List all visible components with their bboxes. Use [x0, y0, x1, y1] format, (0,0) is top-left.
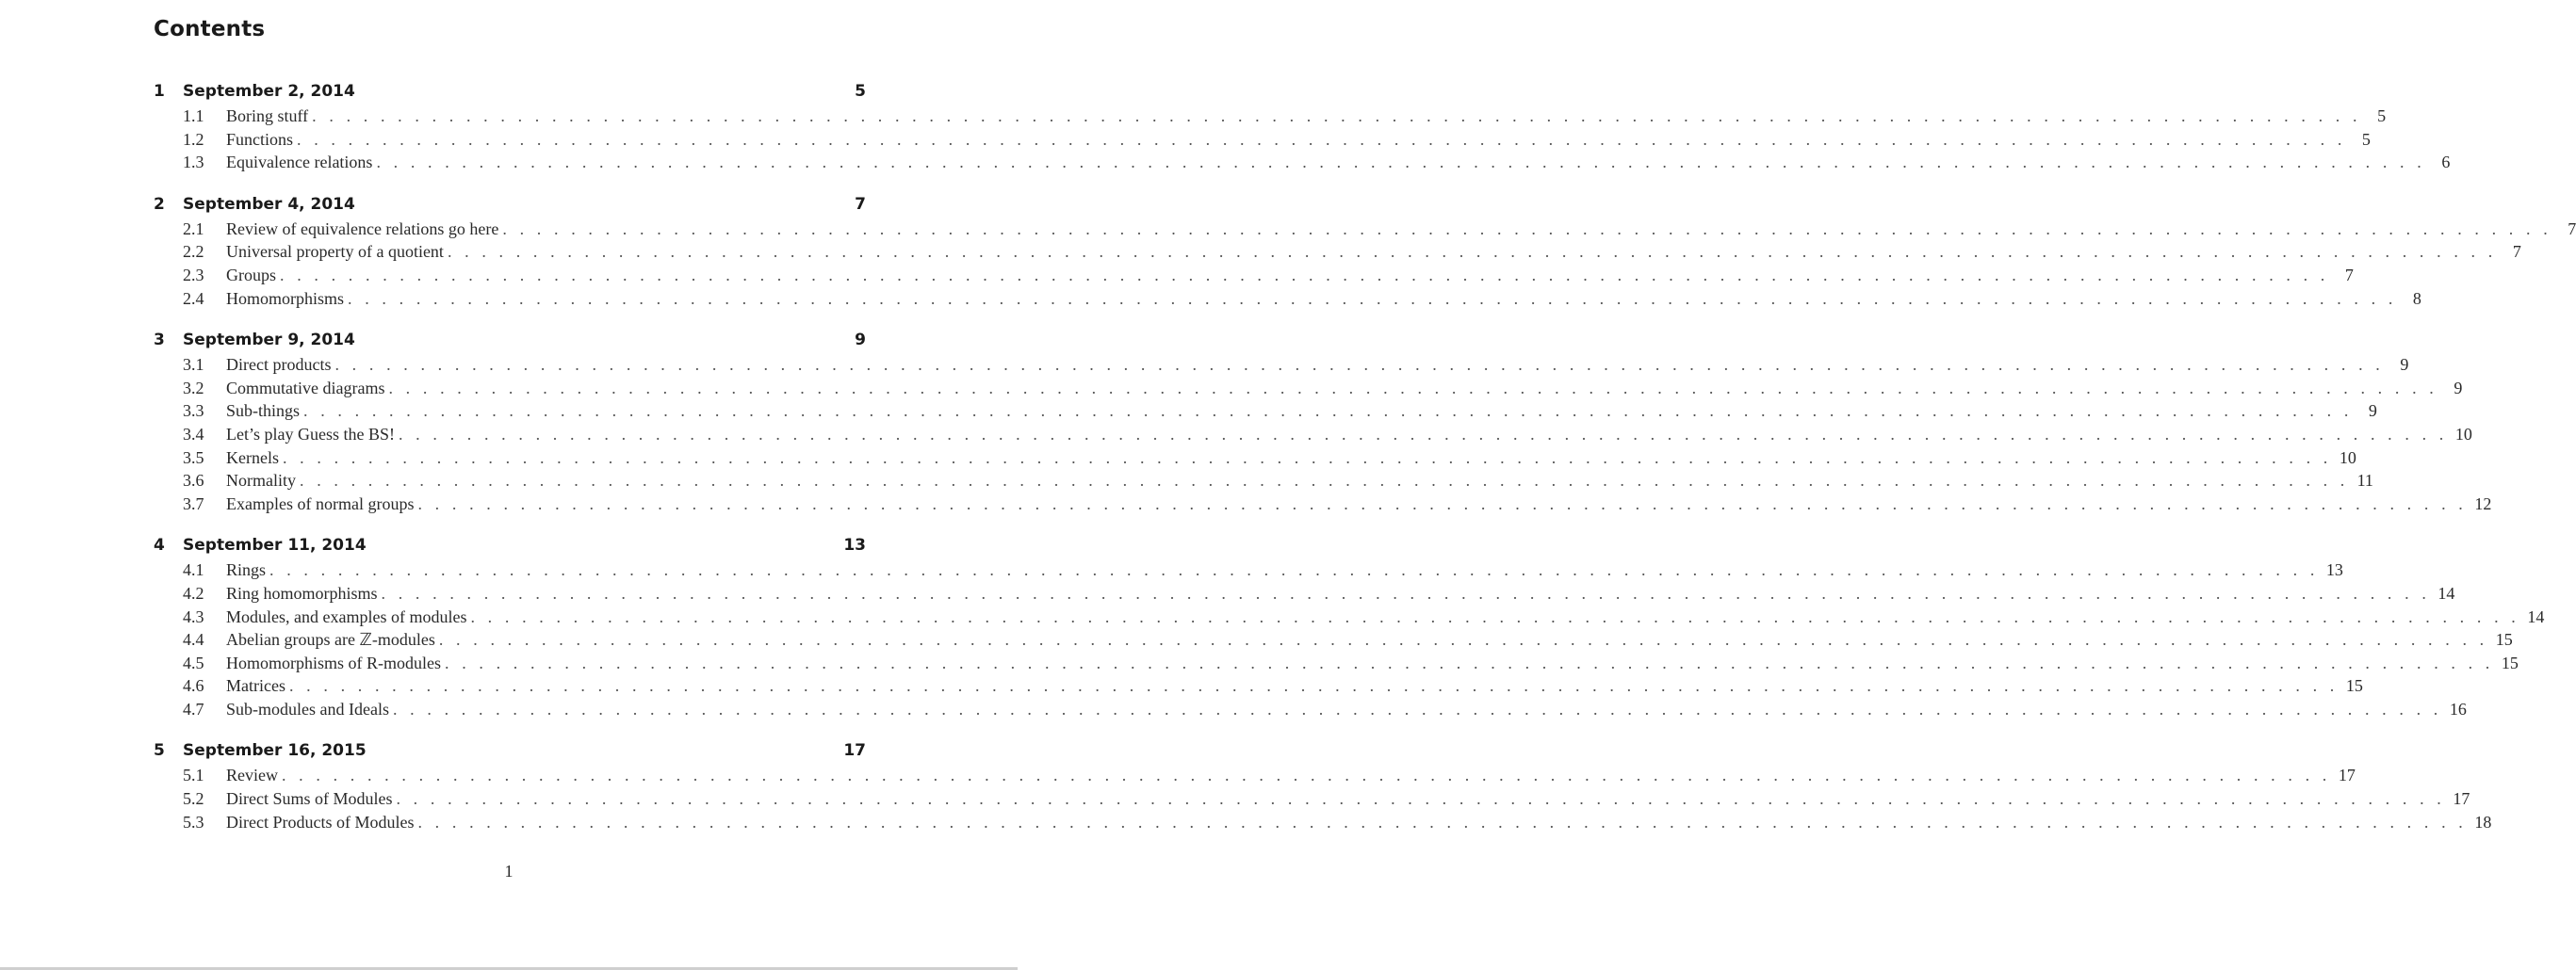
chapter-page-number: 13	[843, 536, 866, 556]
section-page-number: 8	[2412, 288, 2421, 308]
toc-section-entry[interactable]	[154, 493, 2492, 518]
toc-section-entry[interactable]	[154, 106, 2387, 130]
toc-chapter	[154, 82, 2451, 176]
dot-leader: . . . . . . . . . . . . . . . . . . . . . . . . . . . . . . . . . . . . . . . . . . . . . . . . . . . . . . . . . . . . . . . . . . . . . . . . . . . . . . . . . . . . . . . . . . . . . . . . . . . . . . . . . . . . . . . . . . . . . . . .	[447, 242, 2497, 262]
toc-chapter-entry[interactable]	[154, 195, 866, 219]
toc-section-entry[interactable]	[154, 789, 2470, 813]
section-number: 4.6	[183, 676, 204, 696]
section-title: Sub-modules and Ideals	[226, 699, 389, 719]
section-page-number: 16	[2449, 699, 2467, 719]
section-number: 3.5	[183, 447, 204, 467]
section-page-number: 11	[2356, 471, 2373, 491]
dot-leader: . . . . . . . . . . . . . . . . . . . . . . . . . . . . . . . . . . . . . . . . . . . . . . . . . . . . . . . . . . . . . . . . . . . . . . . . . . . . . . . . . . . . . . . . . . . . . . . . . . . . . . . . . . . . . . . . . . . . . . . .	[297, 129, 2346, 149]
section-number: 4.1	[183, 560, 204, 580]
chapter-title: September 11, 2014	[183, 536, 367, 556]
section-title: Ring homomorphisms	[226, 583, 378, 603]
section-page-number: 6	[2441, 153, 2451, 172]
chapter-number: 2	[154, 194, 165, 214]
dot-leader: . . . . . . . . . . . . . . . . . . . . . . . . . . . . . . . . . . . . . . . . . . . . . . . . . . . . . . . . . . . . . . . . . . . . . . . . . . . . . . . . . . . . . . . . . . . . . . . . . . . . . . . . . . . . . . . . . . . . . . . .	[281, 766, 2331, 785]
section-page-number: 10	[2339, 447, 2356, 467]
section-title: Homomorphisms	[226, 288, 345, 308]
section-number: 4.2	[183, 583, 204, 603]
section-title: Rings	[226, 560, 267, 580]
section-page-number: 13	[2325, 560, 2343, 580]
section-page-number: 17	[2453, 789, 2470, 809]
dot-leader: . . . . . . . . . . . . . . . . . . . . . . . . . . . . . . . . . . . . . . . . . . . . . . . . . . . . . . . . . . . . . . . . . . . . . . . . . . . . . . . . . . . . . . . . . . . . . . . . . . . . . . . . . . . . . . . . . . . . . . . .	[392, 699, 2442, 719]
dot-leader: . . . . . . . . . . . . . . . . . . . . . . . . . . . . . . . . . . . . . . . . . . . . . . . . . . . . . . . . . . . . . . . . . . . . . . . . . . . . . . . . . . . . . . . . . . . . . . . . . . . . . . . . . . . . . . . . . . . . . . . .	[398, 424, 2448, 444]
chapter-number: 1	[154, 82, 165, 101]
section-number: 2.1	[183, 218, 204, 238]
section-page-number: 9	[2454, 378, 2463, 397]
section-page-number: 7	[2568, 218, 2576, 238]
chapter-number: 3	[154, 331, 165, 350]
section-page-number: 7	[2512, 242, 2521, 262]
section-title: Direct Sums of Modules	[226, 789, 393, 809]
section-page-number: 17	[2338, 766, 2356, 785]
toc-section-entry[interactable]	[154, 560, 2343, 584]
dot-leader: . . . . . . . . . . . . . . . . . . . . . . . . . . . . . . . . . . . . . . . . . . . . . . . . . . . . . . . . . . . . . . . . . . . . . . . . . . . . . . . . . . . . . . . . . . . . . . . . . . . . . . . . . . . . . . . . . . . . . . . .	[288, 676, 2339, 696]
section-number: 2.3	[183, 265, 204, 284]
chapter-title: September 2, 2014	[183, 82, 355, 101]
section-page-number: 5	[2361, 129, 2371, 149]
chapter-page-number: 5	[855, 82, 866, 101]
toc-section-entry[interactable]	[154, 288, 2421, 313]
toc-section-entry[interactable]	[154, 630, 2513, 654]
chapter-title: September 4, 2014	[183, 194, 355, 214]
dot-leader: . . . . . . . . . . . . . . . . . . . . . . . . . . . . . . . . . . . . . . . . . . . . . . . . . . . . . . . . . . . . . . . . . . . . . . . . . . . . . . . . . . . . . . . . . . . . . . . . . . . . . . . . . . . . . . . . . . . . . . . .	[381, 583, 2431, 603]
section-title: Groups	[226, 265, 276, 284]
section-title: Kernels	[226, 447, 279, 467]
dot-leader: . . . . . . . . . . . . . . . . . . . . . . . . . . . . . . . . . . . . . . . . . . . . . . . . . . . . . . . . . . . . . . . . . . . . . . . . . . . . . . . . . . . . . . . . . . . . . . . . . . . . . . . . . . . . . . . . . . . . . . . .	[417, 493, 2468, 513]
dot-leader: . . . . . . . . . . . . . . . . . . . . . . . . . . . . . . . . . . . . . . . . . . . . . . . . . . . . . . . . . . . . . . . . . . . . . . . . . . . . . . . . . . . . . . . . . . . . . . . . . . . . . . . . . . . . . . . . . . . . . . . .	[269, 560, 2319, 580]
dot-leader: . . . . . . . . . . . . . . . . . . . . . . . . . . . . . . . . . . . . . . . . . . . . . . . . . . . . . . . . . . . . . . . . . . . . . . . . . . . . . . . . . . . . . . . . . . . . . . . . . . . . . . . . . . . . . . . . . . . . . . . .	[502, 218, 2552, 238]
toc-section-entry[interactable]	[154, 699, 2467, 723]
dot-leader: . . . . . . . . . . . . . . . . . . . . . . . . . . . . . . . . . . . . . . . . . . . . . . . . . . . . . . . . . . . . . . . . . . . . . . . . . . . . . . . . . . . . . . . . . . . . . . . . . . . . . . . . . . . . . . . . . . . . . . . .	[376, 153, 2426, 172]
toc-chapter-entry[interactable]	[154, 331, 866, 355]
dot-leader: . . . . . . . . . . . . . . . . . . . . . . . . . . . . . . . . . . . . . . . . . . . . . . . . . . . . . . . . . . . . . . . . . . . . . . . . . . . . . . . . . . . . . . . . . . . . . . . . . . . . . . . . . . . . . . . . . . . . . . . .	[280, 265, 2329, 284]
contents-heading: Contents	[154, 17, 266, 41]
chapter-title: September 9, 2014	[183, 331, 355, 350]
toc-section-entry[interactable]	[154, 242, 2521, 266]
section-title: Review of equivalence relations go here	[226, 218, 499, 238]
dot-leader: . . . . . . . . . . . . . . . . . . . . . . . . . . . . . . . . . . . . . . . . . . . . . . . . . . . . . . . . . . . . . . . . . . . . . . . . . . . . . . . . . . . . . . . . . . . . . . . . . . . . . . . . . . . . . . . . . . . . . . . .	[396, 789, 2446, 809]
toc-section-entry[interactable]	[154, 606, 2545, 631]
section-number: 1.1	[183, 106, 204, 125]
section-title: Normality	[226, 471, 296, 491]
section-page-number: 9	[2368, 401, 2377, 421]
toc-chapter	[154, 536, 2545, 722]
dot-leader: . . . . . . . . . . . . . . . . . . . . . . . . . . . . . . . . . . . . . . . . . . . . . . . . . . . . . . . . . . . . . . . . . . . . . . . . . . . . . . . . . . . . . . . . . . . . . . . . . . . . . . . . . . . . . . . . . . . . . . . .	[303, 401, 2353, 421]
section-page-number: 9	[2400, 355, 2409, 375]
section-title: Direct Products of Modules	[226, 812, 415, 832]
section-page-number: 12	[2474, 493, 2492, 513]
section-number: 2.2	[183, 242, 204, 262]
dot-leader: . . . . . . . . . . . . . . . . . . . . . . . . . . . . . . . . . . . . . . . . . . . . . . . . . . . . . . . . . . . . . . . . . . . . . . . . . . . . . . . . . . . . . . . . . . . . . . . . . . . . . . . . . . . . . . . . . . . . . . . .	[348, 288, 2397, 308]
toc-section-entry[interactable]	[154, 812, 2492, 836]
toc-section-entry[interactable]	[154, 583, 2455, 607]
section-number: 4.4	[183, 630, 204, 650]
toc-section-entry[interactable]	[154, 676, 2363, 700]
toc-section-entry[interactable]	[154, 447, 2356, 472]
section-number: 5.1	[183, 766, 204, 785]
section-title: Boring stuff	[226, 106, 309, 125]
section-title: Modules, and examples of modules	[226, 606, 467, 626]
section-page-number: 5	[2377, 106, 2387, 125]
toc-section-entry[interactable]	[154, 424, 2472, 448]
dot-leader: . . . . . . . . . . . . . . . . . . . . . . . . . . . . . . . . . . . . . . . . . . . . . . . . . . . . . . . . . . . . . . . . . . . . . . . . . . . . . . . . . . . . . . . . . . . . . . . . . . . . . . . . . . . . . . . . . . . . . . . .	[388, 378, 2438, 397]
dot-leader: . . . . . . . . . . . . . . . . . . . . . . . . . . . . . . . . . . . . . . . . . . . . . . . . . . . . . . . . . . . . . . . . . . . . . . . . . . . . . . . . . . . . . . . . . . . . . . . . . . . . . . . . . . . . . . . . . . . . . . . .	[300, 471, 2349, 491]
section-number: 4.3	[183, 606, 204, 626]
section-title: Universal property of a quotient	[226, 242, 444, 262]
toc-section-entry[interactable]	[154, 265, 2354, 289]
dot-leader: . . . . . . . . . . . . . . . . . . . . . . . . . . . . . . . . . . . . . . . . . . . . . . . . . . . . . . . . . . . . . . . . . . . . . . . . . . . . . . . . . . . . . . . . . . . . . . . . . . . . . . . . . . . . . . . . . . . . . . . .	[445, 653, 2494, 672]
toc-chapter	[154, 194, 2576, 312]
dot-leader: . . . . . . . . . . . . . . . . . . . . . . . . . . . . . . . . . . . . . . . . . . . . . . . . . . . . . . . . . . . . . . . . . . . . . . . . . . . . . . . . . . . . . . . . . . . . . . . . . . . . . . . . . . . . . . . . . . . . . . . .	[417, 812, 2468, 832]
chapter-title: September 16, 2015	[183, 741, 367, 761]
section-number: 3.6	[183, 471, 204, 491]
section-title: Let’s play Guess the BS!	[226, 424, 395, 444]
chapter-page-number: 7	[855, 194, 866, 214]
section-page-number: 18	[2474, 812, 2492, 832]
section-number: 3.7	[183, 493, 204, 513]
page-number: 1	[504, 862, 514, 881]
section-number: 3.3	[183, 401, 204, 421]
toc-chapter	[154, 741, 2492, 835]
toc-chapter	[154, 331, 2492, 517]
dot-leader: . . . . . . . . . . . . . . . . . . . . . . . . . . . . . . . . . . . . . . . . . . . . . . . . . . . . . . . . . . . . . . . . . . . . . . . . . . . . . . . . . . . . . . . . . . . . . . . . . . . . . . . . . . . . . . . . . . . . . . . .	[334, 355, 2385, 375]
chapter-number: 5	[154, 741, 165, 761]
section-title: Matrices	[226, 676, 285, 696]
section-title: Direct products	[226, 355, 332, 375]
section-number: 1.3	[183, 153, 204, 172]
section-number: 5.2	[183, 789, 204, 809]
toc-section-entry[interactable]	[154, 378, 2463, 402]
section-title: Equivalence relations	[226, 153, 373, 172]
section-title: Review	[226, 766, 278, 785]
section-title: Examples of normal groups	[226, 493, 415, 513]
section-page-number: 15	[2501, 653, 2519, 672]
section-number: 4.5	[183, 653, 204, 672]
dot-leader: . . . . . . . . . . . . . . . . . . . . . . . . . . . . . . . . . . . . . . . . . . . . . . . . . . . . . . . . . . . . . . . . . . . . . . . . . . . . . . . . . . . . . . . . . . . . . . . . . . . . . . . . . . . . . . . . . . . . . . . .	[470, 606, 2520, 626]
section-title: Sub-things	[226, 401, 301, 421]
toc-chapter-entry[interactable]	[154, 82, 866, 106]
section-title: Homomorphisms of R-modules	[226, 653, 441, 672]
section-page-number: 15	[2345, 676, 2363, 696]
section-page-number: 14	[2437, 583, 2455, 603]
section-number: 5.3	[183, 812, 204, 832]
section-page-number: 7	[2344, 265, 2354, 284]
section-number: 4.7	[183, 699, 204, 719]
section-page-number: 15	[2495, 630, 2513, 650]
toc-section-entry[interactable]	[154, 129, 2371, 154]
toc-chapter-entry[interactable]	[154, 741, 866, 766]
toc-section-entry[interactable]	[154, 471, 2373, 494]
dot-leader: . . . . . . . . . . . . . . . . . . . . . . . . . . . . . . . . . . . . . . . . . . . . . . . . . . . . . . . . . . . . . . . . . . . . . . . . . . . . . . . . . . . . . . . . . . . . . . . . . . . . . . . . . . . . . . . . . . . . . . . .	[438, 630, 2488, 650]
toc-section-entry[interactable]	[154, 653, 2519, 677]
toc-chapter-entry[interactable]	[154, 536, 866, 560]
table-of-contents	[154, 82, 2576, 854]
toc-section-entry[interactable]	[154, 153, 2451, 176]
section-number: 3.1	[183, 355, 204, 375]
dot-leader: . . . . . . . . . . . . . . . . . . . . . . . . . . . . . . . . . . . . . . . . . . . . . . . . . . . . . . . . . . . . . . . . . . . . . . . . . . . . . . . . . . . . . . . . . . . . . . . . . . . . . . . . . . . . . . . . . . . . . . . .	[282, 447, 2332, 467]
toc-section-entry[interactable]	[154, 766, 2356, 789]
section-number: 2.4	[183, 288, 204, 308]
section-number: 3.4	[183, 424, 204, 444]
section-number: 1.2	[183, 129, 204, 149]
chapter-number: 4	[154, 536, 165, 556]
toc-section-entry[interactable]	[154, 218, 2576, 243]
toc-section-entry[interactable]	[154, 355, 2409, 379]
dot-leader: . . . . . . . . . . . . . . . . . . . . . . . . . . . . . . . . . . . . . . . . . . . . . . . . . . . . . . . . . . . . . . . . . . . . . . . . . . . . . . . . . . . . . . . . . . . . . . . . . . . . . . . . . . . . . . . . . . . . . . . .	[312, 106, 2362, 125]
section-title: Commutative diagrams	[226, 378, 385, 397]
section-title: Abelian groups are ℤ-modules	[226, 630, 435, 650]
toc-section-entry[interactable]	[154, 401, 2377, 425]
section-page-number: 14	[2527, 606, 2545, 626]
section-page-number: 10	[2454, 424, 2472, 444]
section-number: 3.2	[183, 378, 204, 397]
chapter-page-number: 9	[855, 331, 866, 350]
chapter-page-number: 17	[843, 741, 866, 761]
section-title: Functions	[226, 129, 294, 149]
